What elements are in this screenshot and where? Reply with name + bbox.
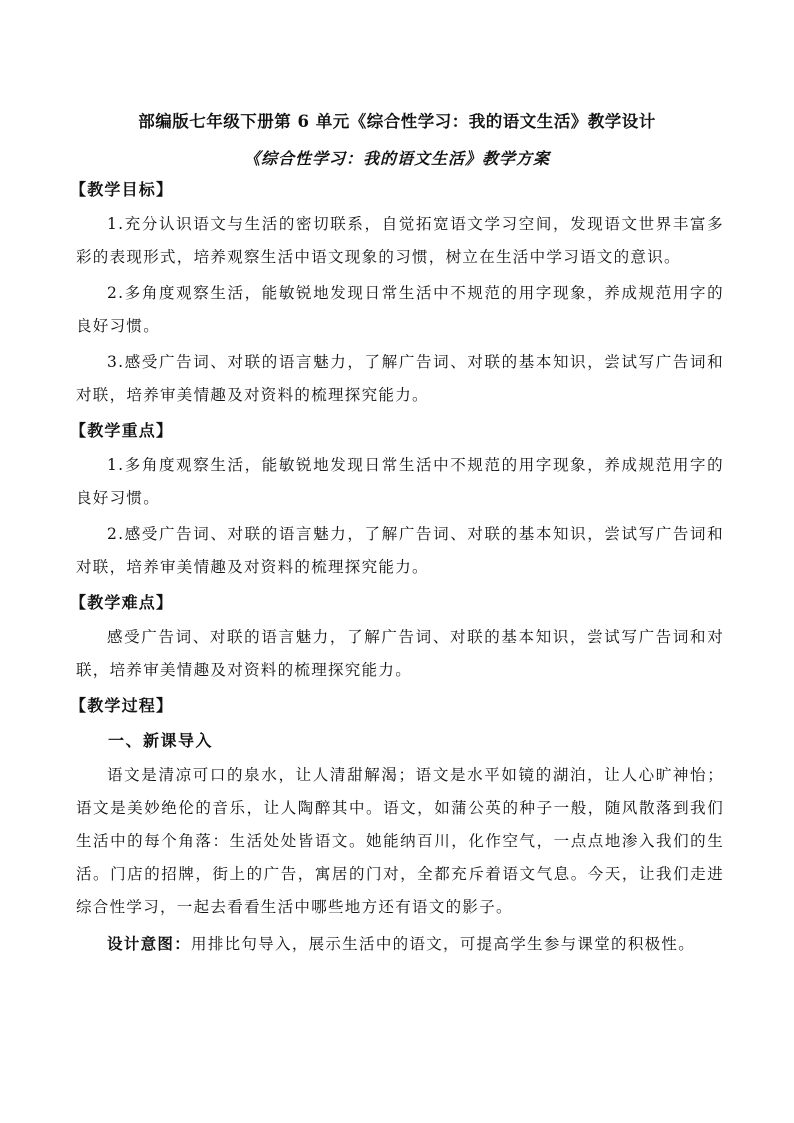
section-heading-process: 【教学过程】: [70, 696, 174, 715]
design-intent: [76, 927, 724, 961]
objective-item: 3.感受广告词、对联的语言魅力，了解广告词、对联的基本知识，尝试写广告词和对联，培养审美情趣及对资料的梳理探究能力。: [76, 353, 724, 404]
objective-item: 2.多角度观察生活，能敏锐地发现日常生活中不规范的用字现象，养成规范用字的良好习惯。: [76, 284, 724, 335]
document-body: [70, 174, 724, 961]
document-subtitle: 《综合性学习：我的语文生活》教学方案: [243, 149, 550, 168]
section-key-points: [70, 415, 724, 584]
document-title: 部编版七年级下册第 6 单元《综合性学习：我的语文生活》教学设计: [138, 112, 656, 131]
section-heading-key-points: 【教学重点】: [70, 421, 174, 440]
intro-paragraph: 语文是清凉可口的泉水，让人清甜解渴；语文是水平如镜的湖泊，让人心旷神怡；语文是美妙绝伦的音乐，让人陶醉其中。语文，如蒲公英的种子一般，随风散落到我们生活中的每个角落：生活处处皆语文。她能纳百川，化作空气，一点点地渗入我们的生活。门店的招牌，街上的广告，寓居的门对，全都充斥着语文气息。今天，让我们走进综合性学习，一起去看看生活中哪些地方还有语文的影子。: [76, 766, 724, 916]
section-heading-objectives: 【教学目标】: [70, 180, 174, 199]
section-objectives: [70, 174, 724, 412]
design-intent-text: 用排比句导入，展示生活中的语文，可提高学生参与课堂的积极性。: [191, 935, 696, 953]
section-heading-difficulties: 【教学难点】: [70, 593, 174, 612]
key-point-item: 1.多角度观察生活，能敏锐地发现日常生活中不规范的用字现象，养成规范用字的良好习惯。: [76, 456, 724, 507]
section-difficulties: [70, 587, 724, 687]
section-process: [70, 690, 724, 961]
step-heading-intro: 一、新课导入: [108, 731, 214, 750]
key-point-item: 2.感受广告词、对联的语言魅力，了解广告词、对联的基本知识，尝试写广告词和对联，培养审美情趣及对资料的梳理探究能力。: [76, 525, 724, 576]
design-intent-label: 设计意图：: [107, 934, 192, 953]
objective-item: 1.充分认识语文与生活的密切联系，自觉拓宽语文学习空间，发现语文世界丰富多彩的表现形式，培养观察生活中语文现象的习惯，树立在生活中学习语文的意识。: [76, 215, 724, 266]
difficulty-text: 感受广告词、对联的语言魅力，了解广告词、对联的基本知识，尝试写广告词和对联，培养审美情趣及对资料的梳理探究能力。: [76, 628, 724, 679]
